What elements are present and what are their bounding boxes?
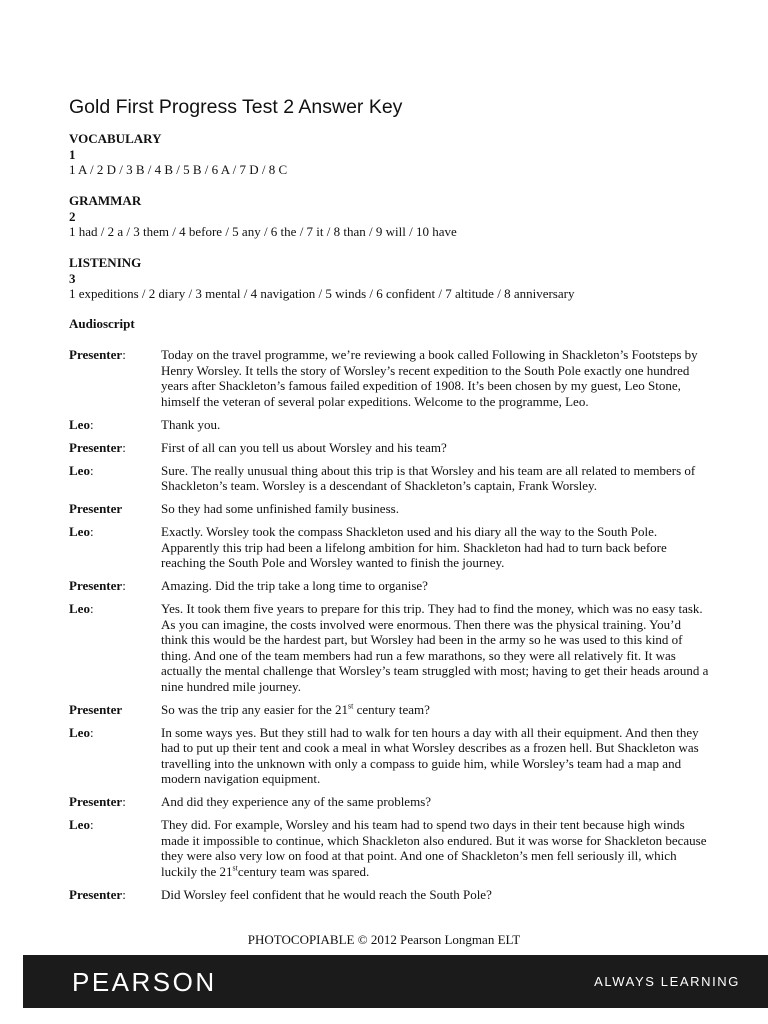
answers-line: 1 had / 2 a / 3 them / 4 before / 5 any / 6 the / 7 it / 8 than / 9 will / 10 have — [69, 224, 457, 239]
dialogue-turn — [69, 417, 709, 433]
section-grammar — [69, 193, 457, 240]
exercise-number: 1 — [69, 146, 76, 162]
dialogue-turn — [69, 463, 709, 494]
dialogue-turn — [69, 501, 709, 517]
answers-line: 1 A / 2 D / 3 B / 4 B / 5 B / 6 A / 7 D / 8 C — [69, 162, 288, 177]
dialogue-line: They did. For example, Worsley and his team had to spend two days in their tent because high winds made it impossible to continue, which Shackleton also endured. But it was worse for Shackleton because they were also very low on food at that point. And one of Shackleton’s men fell seriously ill, which luckily the 21stcentury team was spared. — [161, 817, 707, 879]
speaker-name: Leo: — [69, 462, 94, 478]
dialogue-turn — [69, 725, 709, 787]
speaker-name: Leo: — [69, 416, 94, 432]
dialogue-turn — [69, 817, 709, 879]
dialogue-turn — [69, 601, 709, 694]
dialogue-turn — [69, 702, 709, 718]
dialogue-turn — [69, 524, 709, 571]
dialogue-line: Did Worsley feel confident that he would reach the South Pole? — [161, 886, 492, 902]
section-listening — [69, 255, 574, 302]
dialogue-line: Exactly. Worsley took the compass Shackleton used and his diary all the way to the South Pole. Apparently this trip had been a lifelong ambition for him. Shackleton had had to turn back before reaching the South Pole and Worsley wanted to finish the journey. — [161, 524, 667, 570]
speaker-name: Presenter — [69, 501, 123, 516]
pearson-logo: PEARSON — [72, 967, 217, 997]
exercise-number: 2 — [69, 208, 76, 224]
dialogue-line: Sure. The really unusual thing about this trip is that Worsley and his team are all related to members of Shackleton’s team. Worsley is a descendant of Shackleton’s captain, Frank Worsley. — [161, 462, 696, 493]
dialogue-line: Thank you. — [161, 416, 221, 432]
speaker-name: Leo: — [69, 817, 94, 832]
section-heading: GRAMMAR — [69, 193, 142, 208]
speaker-name: Leo: — [69, 601, 94, 616]
speaker-name: Presenter: — [69, 578, 126, 593]
speaker-name: Leo: — [69, 724, 94, 740]
dialogue-turn — [69, 440, 709, 456]
speaker-name: Presenter: — [69, 347, 126, 362]
answers-line: 1 expeditions / 2 diary / 3 mental / 4 navigation / 5 winds / 6 confident / 7 altitude / 8 anniversary — [69, 286, 575, 301]
audioscript-dialogue — [69, 347, 709, 910]
dialogue-turn — [69, 887, 709, 903]
dialogue-line: And did they experience any of the same problems? — [161, 794, 432, 809]
speaker-name: Presenter: — [69, 439, 126, 455]
dialogue-line: Amazing. Did the trip take a long time to organise? — [161, 578, 428, 593]
dialogue-line: Yes. It took them five years to prepare for this trip. They had to find the money, which was no easy task. As you can imagine, the costs involved were enormous. Then there was the physical training. You’d think this would be the hardest part, but Worsley had been in the army so he was used to this kind of thing. And one of the team members had run a few marathons, so they were all relatively fit. It was actually the mental challenge that Worsley’s team struggled with most; having to get their heads around a nine hundred mile journey. — [161, 601, 709, 694]
speaker-name: Presenter — [69, 701, 123, 717]
section-vocabulary — [69, 131, 287, 178]
dialogue-turn — [69, 578, 709, 594]
audioscript-heading: Audioscript — [69, 316, 135, 331]
dialogue-line: In some ways yes. But they still had to walk for ten hours a day with all their equipment. And then they had to put up their tent and cook a meal in what Worsley describes as a frozen hell. But Shackleton was travelling into the unknown with only a compass to guide him, while Worsley’s team had a map and modern navigation equipment. — [161, 724, 699, 786]
dialogue-line: So was the trip any easier for the 21st century team? — [161, 701, 430, 717]
section-heading: VOCABULARY — [69, 131, 162, 146]
dialogue-line: First of all can you tell us about Worsley and his team? — [161, 439, 447, 455]
brand-tagline: ALWAYS LEARNING — [594, 974, 740, 989]
dialogue-line: Today on the travel programme, we’re reviewing a book called Following in Shackleton’s Footsteps by Henry Worsley. It tells the story of Worsley’s recent expedition to the South Pole exactly one hundred years after Shackleton’s famous failed expedition of 1908. It’s been chosen by my guest, Leo Stone, himself the veteran of several polar expeditions. Welcome to the programme, Leo. — [161, 347, 698, 409]
page-title: Gold First Progress Test 2 Answer Key — [69, 96, 403, 118]
copyright-notice: PHOTOCOPIABLE © 2012 Pearson Longman ELT — [247, 932, 521, 947]
section-heading: LISTENING — [69, 255, 142, 270]
dialogue-turn — [69, 794, 709, 810]
brand-footer-band — [23, 955, 768, 1008]
speaker-name: Leo: — [69, 524, 94, 539]
dialogue-line: So they had some unfinished family business. — [161, 501, 399, 516]
speaker-name: Presenter: — [69, 794, 126, 809]
dialogue-turn — [69, 347, 709, 409]
exercise-number: 3 — [69, 270, 76, 286]
speaker-name: Presenter: — [69, 886, 126, 902]
